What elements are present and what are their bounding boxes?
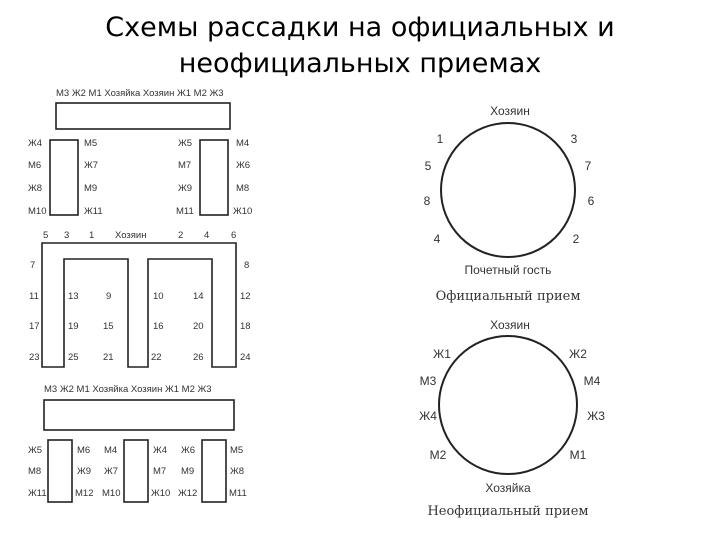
unofficial-caption: Неофициальный прием [427, 504, 589, 519]
diagram-a-head-table [56, 103, 230, 129]
seat-label: М5 [84, 138, 98, 149]
seat-label: Ж10 [151, 488, 171, 499]
seat-label: 26 [193, 352, 204, 363]
diagram-c-head-table [44, 400, 234, 430]
seat-label: 2 [178, 230, 184, 241]
seat-label: 23 [29, 352, 40, 363]
seat-label: 4 [433, 232, 441, 246]
seat-label: Ж4 [153, 445, 168, 456]
seat-label: 17 [29, 321, 40, 332]
seat-label: 1 [436, 132, 444, 146]
diagram-a-left-table [50, 140, 78, 215]
seat-label: 15 [103, 321, 114, 332]
seat-label: М4 [104, 445, 118, 456]
seat-label: М7 [153, 466, 167, 477]
seat-label: 3 [64, 230, 70, 241]
seat-label: Ж7 [104, 466, 119, 477]
seat-label: Почетный гость [464, 263, 552, 277]
unofficial-round-table [419, 318, 605, 519]
seat-label: Ж9 [178, 183, 193, 194]
seat-label: М9 [181, 466, 195, 477]
seat-label: 8 [244, 260, 250, 271]
seat-label: 1 [89, 230, 95, 241]
seat-label: М8 [236, 183, 250, 194]
seat-label: Ж3 [587, 409, 605, 423]
seat-label: Хозяин [490, 104, 530, 118]
seat-label: Ж6 [236, 160, 251, 171]
seat-label: М11 [229, 488, 247, 499]
seat-label: 5 [424, 159, 432, 173]
seat-label: Ж1 [433, 347, 451, 361]
seat-label: М4 [583, 374, 601, 388]
seat-label: 8 [423, 194, 431, 208]
seat-label: Ж5 [28, 445, 43, 456]
seat-label: 14 [193, 291, 204, 302]
official-caption: Официальный прием [435, 289, 581, 304]
seat-label: М6 [77, 445, 91, 456]
seat-label: Ж7 [84, 160, 99, 171]
diagram-a-top-row: М3 Ж2 М1 Хозяйка Хозяин Ж1 М2 Ж3 [56, 88, 224, 99]
seat-label: Ж11 [28, 488, 47, 499]
seat-label: Ж10 [233, 206, 253, 217]
seat-label: 3 [570, 132, 578, 146]
slide-title-line1: Схемы рассадки на официальных и [105, 12, 615, 43]
seat-label: 2 [572, 232, 580, 246]
seat-label: 6 [231, 230, 237, 241]
seat-label: Ж11 [84, 206, 103, 217]
seat-label: М11 [176, 206, 194, 217]
slide-title-line2: неофициальных приемах [178, 48, 542, 79]
diagram-b-e-table [42, 243, 236, 367]
seat-label: Ж6 [181, 445, 196, 456]
seat-label: М10 [28, 206, 47, 217]
seat-label: 21 [103, 352, 114, 363]
seat-label: Ж8 [230, 466, 245, 477]
seat-label: 10 [153, 291, 164, 302]
seat-label: М1 [569, 448, 587, 462]
seat-label: 13 [68, 291, 79, 302]
seat-label: Ж8 [28, 183, 43, 194]
seat-label: 7 [584, 159, 592, 173]
seat-label: Хозяйка [485, 481, 531, 495]
seat-label: М6 [28, 160, 42, 171]
seat-label: М5 [230, 445, 244, 456]
seat-label: М8 [28, 466, 42, 477]
seat-label: 6 [587, 194, 595, 208]
seat-label: М9 [84, 183, 98, 194]
official-round-table [424, 104, 595, 304]
diagram-c-right-table [202, 440, 226, 502]
official-table-circle [441, 123, 575, 257]
seat-label: 16 [153, 321, 164, 332]
seat-label: М3 [419, 374, 437, 388]
seat-label: 20 [193, 321, 204, 332]
seat-label: М10 [102, 488, 121, 499]
diagram-a [28, 88, 252, 217]
seat-label: 7 [30, 260, 36, 271]
seat-label: 22 [151, 352, 162, 363]
seat-label: Хозяин [490, 318, 530, 332]
seat-label: М2 [429, 448, 447, 462]
seat-label: 25 [68, 352, 79, 363]
seat-label: 12 [240, 291, 251, 302]
seat-label: 24 [240, 352, 251, 363]
seat-label: 19 [68, 321, 79, 332]
seat-label: 9 [106, 291, 112, 302]
diagram-a-right-table [200, 140, 228, 215]
seat-label: 18 [240, 321, 251, 332]
seat-label: М4 [236, 138, 250, 149]
seat-label: Ж4 [28, 138, 43, 149]
seat-label: Ж12 [178, 488, 198, 499]
diagram-b [29, 230, 251, 367]
diagram-c-middle-table [124, 440, 148, 502]
seat-label: М7 [178, 160, 192, 171]
seat-label: Ж2 [569, 347, 587, 361]
seat-label: 4 [204, 230, 210, 241]
seat-label: 11 [29, 291, 39, 302]
seat-label: Ж9 [77, 466, 92, 477]
seat-label: М12 [75, 488, 94, 499]
diagram-c [28, 384, 247, 502]
seat-label: Ж5 [178, 138, 193, 149]
seat-label: Хозяин [115, 230, 147, 241]
diagram-c-top-row: М3 Ж2 М1 Хозяйка Хозяин Ж1 М2 Ж3 [44, 384, 212, 395]
seat-label: Ж4 [419, 409, 437, 423]
unofficial-table-circle [439, 336, 577, 474]
seat-label: 5 [43, 230, 49, 241]
diagram-c-left-table [48, 440, 72, 502]
